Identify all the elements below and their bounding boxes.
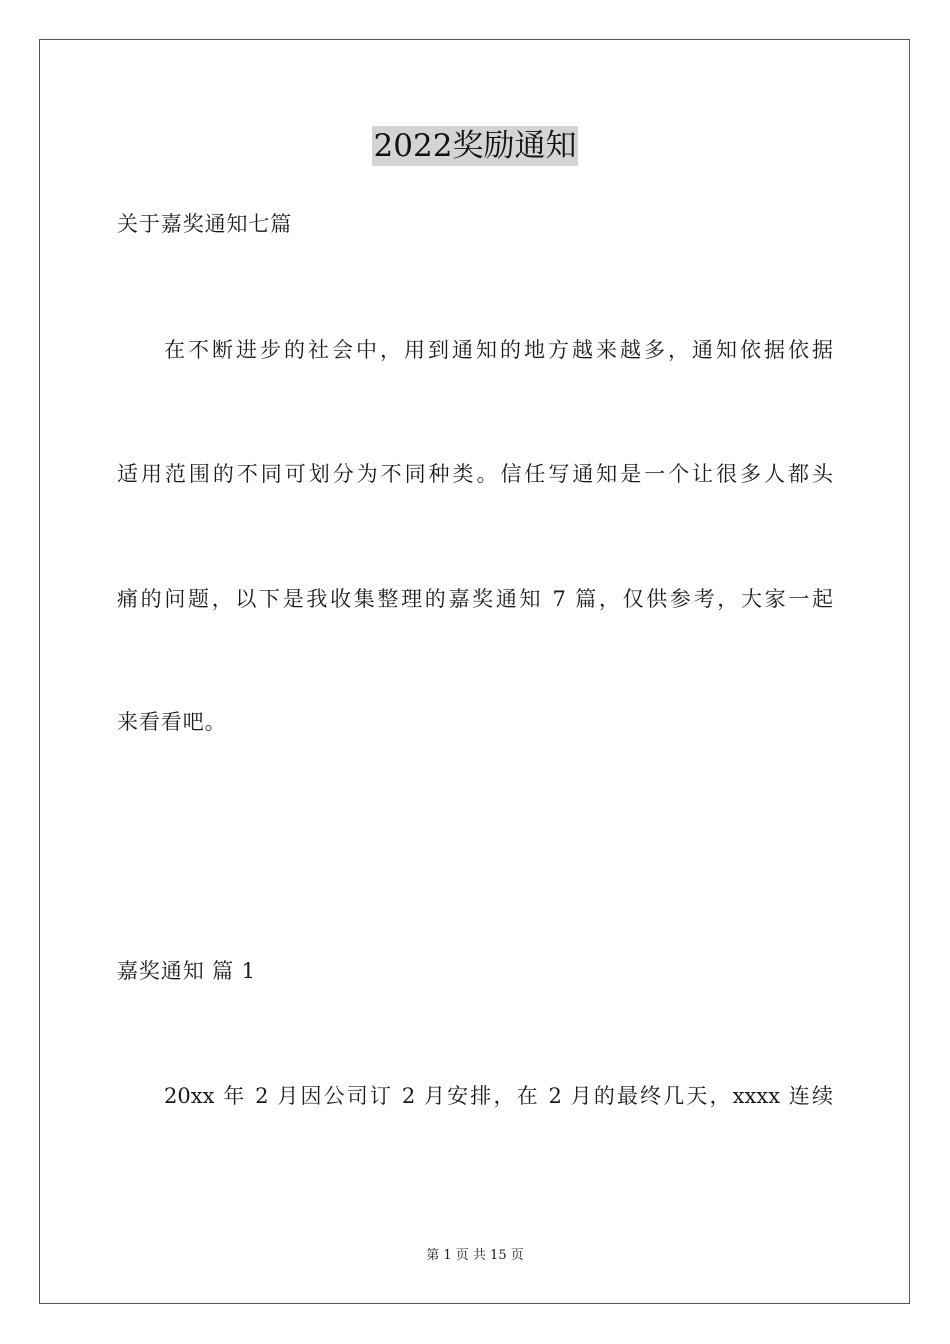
- page-number-footer: 第 1 页 共 15 页: [426, 1248, 524, 1263]
- intro-line-2: 适用范围的不同可划分为不同种类。信任写通知是一个让很多人都头: [117, 462, 833, 486]
- document-subtitle: 关于嘉奖通知七篇: [117, 212, 293, 236]
- document-title: 2022奖励通知: [373, 128, 577, 164]
- title-container: [0, 126, 950, 166]
- intro-line-3: 痛的问题，以下是我收集整理的嘉奖通知 7 篇，仅供参考，大家一起: [117, 587, 833, 611]
- intro-line-4: 来看看吧。: [117, 710, 227, 734]
- section-heading: 嘉奖通知 篇 1: [117, 959, 256, 983]
- section-line-1: 20xx 年 2 月因公司订 2 月安排，在 2 月的最终几天，xxxx 连续: [164, 1084, 833, 1108]
- intro-line-1: 在不断进步的社会中，用到通知的地方越来越多，通知依据依据: [164, 338, 833, 362]
